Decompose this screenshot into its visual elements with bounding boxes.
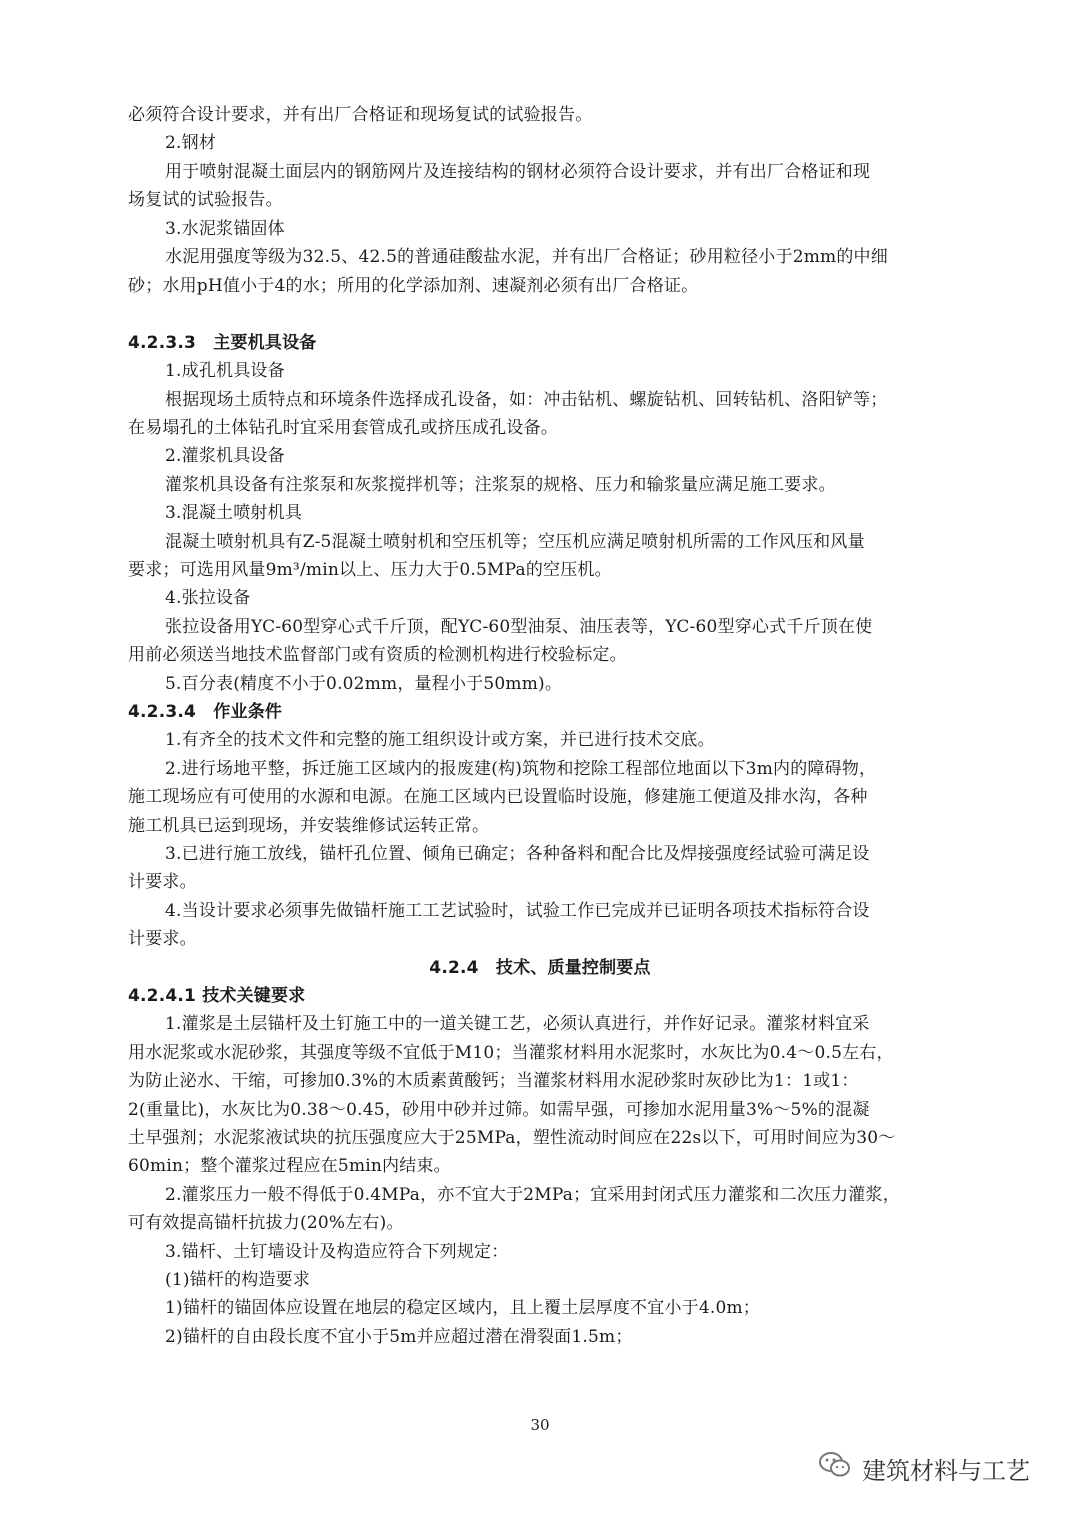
text-line: 灌浆机具设备有注浆泵和灰浆搅拌机等；注浆泵的规格、压力和输浆量应满足施工要求。	[165, 475, 836, 495]
text-line: 4.当设计要求必须事先做锚杆施工工艺试验时，试验工作已完成并已证明各项技术指标符合设	[165, 901, 870, 921]
subitem-title: 2.钢材	[165, 133, 217, 153]
text-line: 60min；整个灌浆过程应在5min内结束。	[128, 1156, 451, 1176]
text-line: 2.灌浆压力一般不得低于0.4MPa，亦不宜大于2MPa；宜采用封闭式压力灌浆和二次压力灌浆，	[165, 1185, 900, 1205]
text-line: 3.已进行施工放线，锚杆孔位置、倾角已确定；各种备料和配合比及焊接强度经试验可满足设	[165, 844, 870, 864]
watermark	[818, 1448, 1030, 1488]
subitem-title: 4.张拉设备	[165, 588, 251, 608]
text-line: 2)锚杆的自由段长度不宜小于5m并应超过潜在滑裂面1.5m；	[165, 1327, 633, 1347]
section-heading: 4.2.3.4 作业条件	[128, 702, 283, 722]
watermark-text: 建筑材料与工艺	[862, 1456, 1030, 1485]
text-line: 2.进行场地平整，拆迁施工区域内的报废建(构)筑物和挖除工程部位地面以下3m内的障碍物，	[165, 759, 877, 779]
text-line: 混凝土喷射机具有Z-5混凝土喷射机和空压机等；空压机应满足喷射机所需的工作风压和风量	[165, 532, 865, 552]
text-line: 用于喷射混凝土面层内的钢筋网片及连接结构的钢材必须符合设计要求，并有出厂合格证和现	[165, 162, 871, 182]
text-line: 2(重量比)，水灰比为0.38～0.45，砂用中砂并过筛。如需早强，可掺加水泥用量3%～5%的混凝	[128, 1100, 870, 1120]
wechat-icon	[818, 1450, 852, 1486]
text-line: 可有效提高锚杆抗拔力(20%左右)。	[128, 1213, 404, 1233]
section-heading: 4.2.3.3 主要机具设备	[128, 333, 317, 353]
text-line: 根据现场土质特点和环境条件选择成孔设备，如：冲击钻机、螺旋钻机、回转钻机、洛阳铲等；	[165, 390, 888, 410]
text-line: 1.灌浆是土层锚杆及土钉施工中的一道关键工艺，必须认真进行，并作好记录。灌浆材料宜采	[165, 1014, 870, 1034]
text-line: 用水泥浆或水泥砂浆，其强度等级不宜低于M10；当灌浆材料用水泥浆时，水灰比为0.4～0.5左右，	[128, 1043, 894, 1063]
text-line: 场复试的试验报告。	[128, 190, 283, 210]
text-line: 在易塌孔的土体钻孔时宜采用套管成孔或挤压成孔设备。	[128, 418, 558, 438]
subitem-title: 3.水泥浆锚固体	[165, 219, 285, 239]
subitem-title: (1)锚杆的构造要求	[165, 1270, 311, 1290]
text-line: 1.有齐全的技术文件和完整的施工组织设计或方案，并已进行技术交底。	[165, 730, 715, 750]
text-line: 5.百分表(精度不小于0.02mm，量程小于50mm)。	[165, 674, 563, 694]
text-line: 要求；可选用风量9m³/min以上、压力大于0.5MPa的空压机。	[128, 560, 612, 580]
text-line: 必须符合设计要求，并有出厂合格证和现场复试的试验报告。	[128, 105, 593, 125]
text-line: 1)锚杆的锚固体应设置在地层的稳定区域内，且上覆土层厚度不宜小于4.0m；	[165, 1298, 761, 1318]
text-line: 计要求。	[128, 929, 197, 949]
section-heading: 4.2.4.1 技术关键要求	[128, 986, 306, 1006]
text-line: 施工机具已运到现场，并安装维修试运转正常。	[128, 816, 490, 836]
text-line: 施工现场应有可使用的水源和电源。在施工区域内已设置临时设施，修建施工便道及排水沟，各种	[128, 787, 868, 807]
chapter-heading: 4.2.4 技术、质量控制要点	[429, 958, 651, 978]
subitem-title: 2.灌浆机具设备	[165, 446, 285, 466]
text-line: 水泥用强度等级为32.5、42.5的普通硅酸盐水泥，并有出厂合格证；砂用粒径小于2mm的中细	[165, 247, 888, 267]
text-line: 土早强剂；水泥浆液试块的抗压强度应大于25MPa，塑性流动时间应在22s以下，可用时间应为30～	[128, 1128, 896, 1148]
text-line: 用前必须送当地技术监督部门或有资质的检测机构进行校验标定。	[128, 645, 627, 665]
subitem-title: 1.成孔机具设备	[165, 361, 285, 381]
text-line: 砂；水用pH值小于4的水；所用的化学添加剂、速凝剂必须有出厂合格证。	[128, 276, 699, 296]
text-line: 计要求。	[128, 872, 197, 892]
text-line: 张拉设备用YC-60型穿心式千斤顶，配YC-60型油泵、油压表等，YC-60型穿心式千斤顶在使	[165, 617, 873, 637]
page-number: 30	[530, 1416, 550, 1434]
text-line: 3.锚杆、土钉墙设计及构造应符合下列规定：	[165, 1242, 509, 1262]
text-line: 为防止泌水、干缩，可掺加0.3%的木质素黄酸钙；当灌浆材料用水泥砂浆时灰砂比为1：1或1：	[128, 1071, 859, 1091]
subitem-title: 3.混凝土喷射机具	[165, 503, 303, 523]
